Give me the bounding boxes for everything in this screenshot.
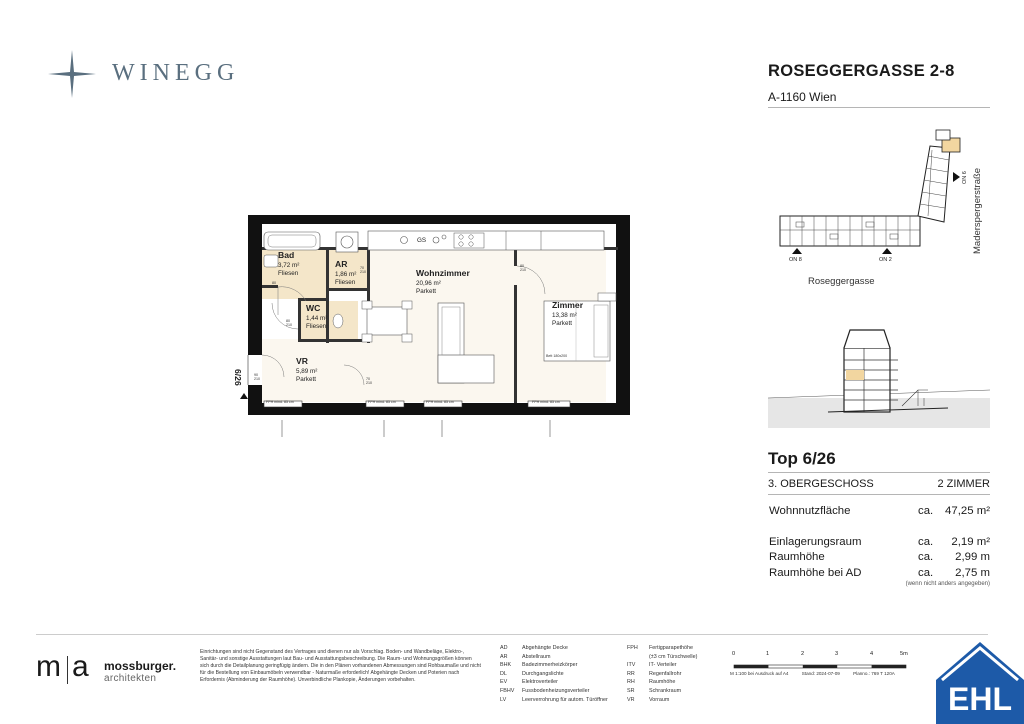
row-value: 2,99 m — [955, 551, 990, 563]
scale-note — [730, 671, 907, 676]
door-width-entry: 90 — [254, 373, 258, 377]
row-ca: ca. — [918, 551, 934, 563]
room-ar-floor: Fliesen — [335, 279, 356, 286]
window-label-4: FPH mind. 85 cm — [532, 400, 560, 404]
architect-name: mossburger. — [104, 659, 177, 673]
floor-plan-drawing — [236, 215, 636, 441]
row-einlagerungsraum — [768, 536, 990, 551]
legend-item: (±3 cm Türschwelle) — [649, 653, 698, 660]
building-section — [768, 318, 990, 428]
legend-item: SR Schrankraum — [627, 687, 682, 694]
unit-rooms: 2 ZIMMER — [937, 478, 990, 490]
row-raumhoehe — [768, 551, 990, 566]
legend-item: ITV IT- Verteiler — [627, 662, 677, 669]
architect-mark: m — [36, 650, 60, 683]
entrance-on6: ON 6 — [962, 171, 968, 184]
footer-divider — [36, 634, 988, 635]
door-width-vr: 70 — [366, 377, 370, 381]
unit-floor: 3. OBERGESCHOSS — [768, 478, 874, 490]
bed-label: Bett 180x200 — [546, 354, 568, 358]
room-ar-name: AR — [335, 259, 348, 269]
row-value: 2,75 m — [955, 567, 990, 579]
door-height-vr: 210 — [366, 381, 372, 385]
room-vr-area: 5,89 m² — [296, 368, 318, 375]
floor-plan — [233, 215, 636, 441]
door-width-zimmer: 80 — [520, 264, 524, 268]
row-ca: ca. — [918, 505, 934, 517]
row-label: Wohnnutzfläche — [769, 505, 851, 517]
legend-item: LV Leerverrohrung für autom. Türöffner — [500, 696, 608, 703]
ehl-logo-text: EHL — [948, 681, 1012, 717]
door-width-bad: 80 — [272, 281, 276, 285]
door-height-ar: 210 — [360, 270, 366, 274]
scale-tick-2: 2 — [801, 651, 805, 657]
house-icon — [936, 640, 1024, 724]
address-block — [768, 62, 990, 108]
kitchen-label: GS — [417, 237, 427, 244]
row-ca: ca. — [918, 567, 934, 579]
legend-item: AD Abgehängte Decke — [500, 645, 568, 651]
architect-divider — [67, 656, 68, 684]
architect-sub: architekten — [104, 673, 157, 684]
legend-item: RR Regenfallrohr — [627, 670, 682, 677]
door-height-entry: 210 — [254, 377, 260, 381]
address-city: A-1160 Wien — [768, 90, 990, 108]
room-bad-floor: Fliesen — [278, 270, 299, 277]
legend-item: FBHV Fussbodenheizungsverteiler — [500, 687, 590, 694]
door-height-bad: 210 — [272, 285, 278, 289]
unit-note: (wenn nicht anders angegeben) — [905, 581, 990, 587]
scale-tick-4: 4 — [870, 651, 874, 657]
compass-star-icon — [48, 50, 96, 98]
door-height-zimmer: 210 — [520, 268, 526, 272]
door-width-wc: 80 — [286, 319, 290, 323]
site-plan — [768, 126, 990, 302]
building-section-drawing — [768, 318, 990, 428]
legend-item: VR Vorraum — [627, 696, 670, 703]
row-label: Einlagerungsraum — [769, 536, 862, 548]
winegg-logo — [48, 50, 258, 98]
architect-mark-2: a — [72, 650, 89, 683]
row-value: 47,25 m² — [945, 505, 990, 517]
room-wohnzimmer-name: Wohnzimmer — [416, 268, 470, 278]
scale-tick-5: 5m — [900, 651, 908, 657]
room-wc-name: WC — [306, 303, 321, 313]
scale-tick-0: 0 — [732, 651, 736, 657]
logo-text: WINEGG — [112, 60, 240, 86]
unit-info — [768, 449, 990, 587]
entrance-on2: ON 2 — [879, 257, 892, 263]
disclaimer-text: Einrichtungen sind nicht Gegenstand des Vertrages und dienen nur als Vorschlag. Boden- und Wandbeläge, Elektro-, Sanitär- und sonstige Ausstattungen laut Bau- und Ausstattungsbeschreibung. Die Raum- und Wohnungsgrößen können sich durch die Detailplanung geringfügig ändern. Die in den Plänen vorhandenen Abmessungen sind Rohbaumaße und nicht für die Bestellung von Einbaumöbeln verwendbar - Naturmaße erforderlich! Abgehängte Decken und Poterien nach Erfordernis (Abminderung der Raumhöhe). Unverbindliche Plankopie, Änderungen vorbehalten. — [200, 649, 481, 683]
legend-item: RH Raumhöhe — [627, 679, 676, 686]
legend-item: AR Abstellraum — [500, 653, 551, 660]
street-maderspergerstrasse: Maderspergerstraße — [972, 167, 983, 254]
legend-left — [500, 645, 608, 705]
room-bad-area: 3,72 m² — [278, 262, 300, 269]
scale-bar — [730, 651, 910, 701]
room-ar-area: 1,86 m² — [335, 271, 357, 278]
room-vr-floor: Parkett — [296, 376, 316, 383]
room-wc-area: 1,44 m² — [306, 315, 328, 322]
room-zimmer-area: 13,38 m² — [552, 312, 577, 319]
unit-meta — [768, 478, 990, 495]
row-raumhoehe-ad — [768, 567, 990, 582]
site-plan-drawing — [768, 126, 990, 302]
street-roseggergasse: Roseggergasse — [808, 276, 875, 287]
window-label-3: FPH mind. 85 cm — [426, 400, 454, 404]
room-wohnzimmer-area: 20,96 m² — [416, 280, 441, 287]
room-wc-floor: Fliesen — [306, 323, 327, 330]
unit-tag: 6/26 — [233, 369, 243, 386]
plan-number: Planno.: 769 T 120A — [853, 671, 895, 676]
legend-right — [627, 645, 697, 705]
address-title: ROSEGGERGASSE 2-8 — [768, 62, 955, 80]
room-vr-name: VR — [296, 356, 308, 366]
row-wohnnutzflaeche — [768, 505, 990, 520]
room-zimmer-name: Zimmer — [552, 300, 584, 310]
scale-tick-1: 1 — [766, 651, 770, 657]
room-wohnzimmer-floor: Parkett — [416, 288, 436, 295]
scale-note-text: M 1:100 bei Ausdruck auf A4 — [730, 671, 789, 676]
scale-tick-3: 3 — [835, 651, 839, 657]
mossburger-logo — [36, 650, 186, 690]
door-width-ar: 70 — [360, 266, 364, 270]
room-bad-name: Bad — [278, 250, 295, 260]
row-label: Raumhöhe bei AD — [769, 567, 862, 579]
stand-date: Stand: 2024-07-09 — [801, 671, 840, 676]
legend-item: FPH Fertigparapethöhe — [627, 645, 694, 651]
legend-item: EV Elektroverteiler — [500, 679, 558, 686]
row-label: Raumhöhe — [769, 551, 825, 563]
entrance-on8: ON 8 — [789, 257, 802, 263]
legend-item: DL Durchgangslichte — [500, 670, 564, 677]
door-height-wc: 210 — [286, 323, 292, 327]
row-value: 2,19 m² — [951, 536, 990, 548]
unit-title: Top 6/26 — [768, 449, 990, 473]
window-label-2: FPH mind. 85 cm — [368, 400, 396, 404]
ehl-logo — [936, 640, 1024, 724]
room-zimmer-floor: Parkett — [552, 320, 572, 327]
row-ca: ca. — [918, 536, 934, 548]
legend-item: BHK Badezimmerheizkörper — [500, 662, 578, 669]
window-label-1: FPH mind. 85 cm — [266, 400, 294, 404]
